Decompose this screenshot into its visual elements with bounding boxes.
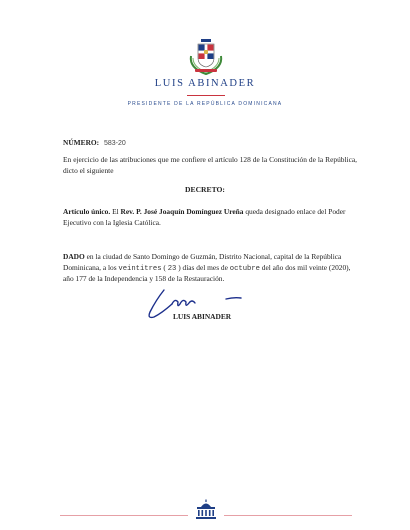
day-in-words: veintitres bbox=[118, 264, 162, 273]
given-paragraph bbox=[63, 252, 357, 285]
president-title: PRESIDENTE DE LA REPÚBLICA DOMINICANA bbox=[127, 101, 283, 107]
day-number: 23 bbox=[167, 264, 177, 273]
coat-of-arms-icon bbox=[187, 36, 225, 76]
article-pre: El bbox=[110, 207, 121, 216]
signer-name: LUIS ABINADER bbox=[173, 312, 232, 321]
article-paragraph bbox=[63, 207, 357, 228]
given-part2: ) días del mes de bbox=[176, 262, 230, 272]
given-part1: en la ciudad de Santo Domingo de Guzmán, Distrito Nacional, capital de la República Dominicana, a los bbox=[63, 252, 342, 272]
intro-paragraph: En ejercicio de las atribuciones que me confiere el artículo 128 de la Constitución de la República, dicto el siguiente bbox=[63, 155, 357, 175]
decree-number bbox=[63, 138, 357, 150]
decree-number-label: NÚMERO: bbox=[63, 138, 100, 147]
given-part3: del año dos mil veinte (2020), año 177 de la Independencia y 158 de la Restauración. bbox=[63, 262, 351, 284]
header-divider bbox=[187, 95, 225, 96]
decree-heading: DECRETO: bbox=[185, 185, 225, 194]
month-name: octubre bbox=[229, 264, 260, 273]
palace-logo-icon bbox=[194, 499, 218, 521]
article-lead: Artículo único. bbox=[63, 207, 111, 216]
article-rest: queda designado enlace del Poder Ejecutivo con la Iglesia Católica. bbox=[63, 207, 346, 227]
article-person: Rev. P. José Joaquín Domínguez Ureña bbox=[120, 207, 244, 216]
given-lead: DADO bbox=[63, 252, 85, 261]
footer-line-right bbox=[224, 515, 352, 516]
day-open: ( bbox=[161, 262, 168, 272]
president-name: LUIS ABINADER bbox=[154, 78, 256, 89]
decree-number-value: 583-20 bbox=[104, 140, 126, 147]
footer-line-left bbox=[60, 515, 188, 516]
